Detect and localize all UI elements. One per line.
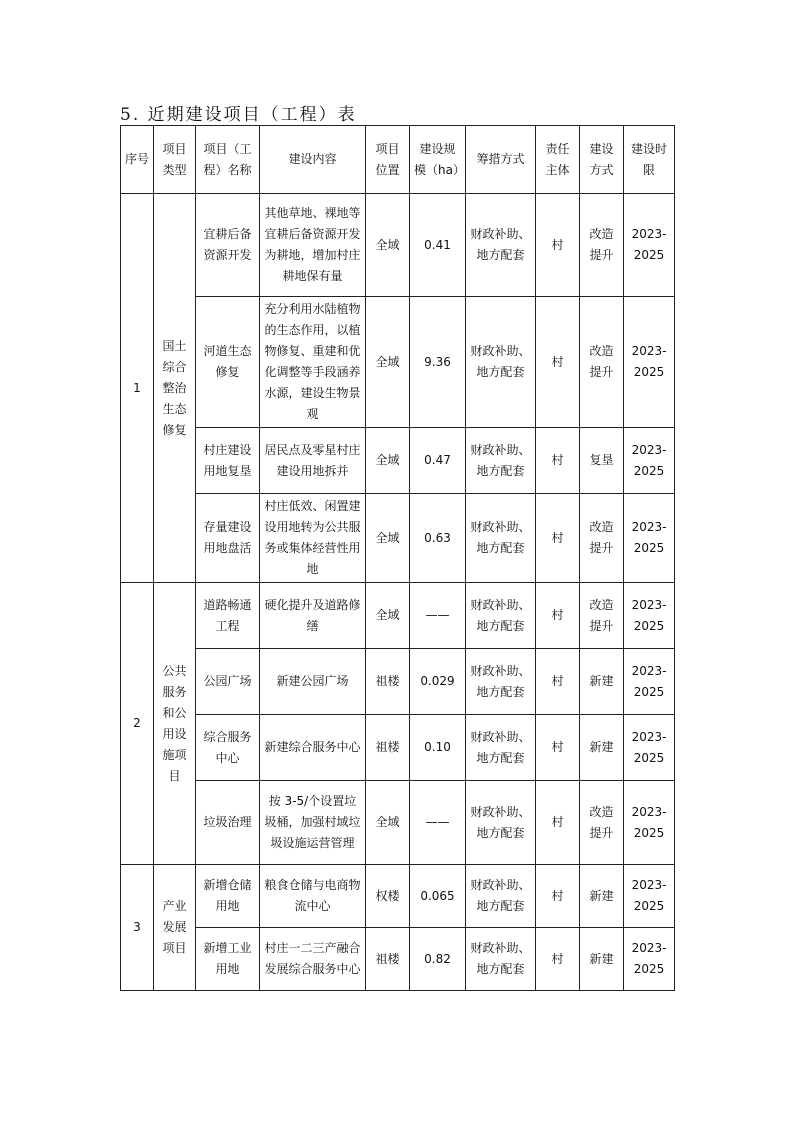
cell-period: 2023-2025 <box>624 865 675 928</box>
table-row <box>121 583 675 649</box>
cell-method: 新建 <box>580 715 624 781</box>
cell-name: 公园广场 <box>196 649 260 715</box>
cell-responsible: 村 <box>536 194 580 297</box>
cell-funding: 财政补助、地方配套 <box>466 928 536 991</box>
cell-location: 全域 <box>366 428 410 494</box>
cell-responsible: 村 <box>536 649 580 715</box>
cell-location: 全域 <box>366 297 410 428</box>
cell-method: 新建 <box>580 649 624 715</box>
cell-responsible: 村 <box>536 715 580 781</box>
cell-scale: 0.065 <box>410 865 466 928</box>
cell-content: 充分利用水陆植物的生态作用，以植物修复、重建和优化调整等手段涵养水源，建设生物景观 <box>260 297 366 428</box>
cell-content: 新建综合服务中心 <box>260 715 366 781</box>
cell-responsible: 村 <box>536 428 580 494</box>
cell-scale: 0.41 <box>410 194 466 297</box>
cell-name: 新增工业用地 <box>196 928 260 991</box>
cell-responsible: 村 <box>536 297 580 428</box>
header-period: 建设时限 <box>624 126 675 194</box>
page-title: 5. 近期建设项目（工程）表 <box>120 105 357 125</box>
cell-location: 全域 <box>366 194 410 297</box>
cell-content: 硬化提升及道路修缮 <box>260 583 366 649</box>
cell-name: 道路畅通工程 <box>196 583 260 649</box>
cell-method: 复垦 <box>580 428 624 494</box>
cell-location: 权楼 <box>366 865 410 928</box>
cell-location: 祖楼 <box>366 649 410 715</box>
cell-responsible: 村 <box>536 583 580 649</box>
table-header-row <box>121 126 675 194</box>
cell-scale: 0.10 <box>410 715 466 781</box>
cell-content: 新建公园广场 <box>260 649 366 715</box>
table-row <box>121 194 675 297</box>
cell-location: 全域 <box>366 494 410 583</box>
cell-content: 粮食仓储与电商物流中心 <box>260 865 366 928</box>
cell-funding: 财政补助、地方配套 <box>466 428 536 494</box>
cell-period: 2023-2025 <box>624 928 675 991</box>
cell-funding: 财政补助、地方配套 <box>466 715 536 781</box>
cell-seq: 1 <box>121 194 154 583</box>
cell-location: 祖楼 <box>366 928 410 991</box>
cell-funding: 财政补助、地方配套 <box>466 194 536 297</box>
cell-name: 垃圾治理 <box>196 781 260 865</box>
cell-method: 新建 <box>580 865 624 928</box>
cell-scale: 0.47 <box>410 428 466 494</box>
header-funding: 筹措方式 <box>466 126 536 194</box>
cell-type: 国土综合整治生态修复 <box>154 194 196 583</box>
table-row <box>121 428 675 494</box>
cell-method: 改造提升 <box>580 494 624 583</box>
cell-content: 按 3-5/个设置垃圾桶，加强村域垃圾设施运营管理 <box>260 781 366 865</box>
cell-responsible: 村 <box>536 865 580 928</box>
cell-funding: 财政补助、地方配套 <box>466 583 536 649</box>
projects-table <box>120 125 675 991</box>
cell-seq: 2 <box>121 583 154 865</box>
cell-name: 河道生态修复 <box>196 297 260 428</box>
cell-scale: 9.36 <box>410 297 466 428</box>
cell-scale: 0.029 <box>410 649 466 715</box>
table-row <box>121 494 675 583</box>
table-row <box>121 781 675 865</box>
cell-content: 其他草地、裸地等宜耕后备资源开发为耕地，增加村庄耕地保有量 <box>260 194 366 297</box>
cell-seq: 3 <box>121 865 154 991</box>
cell-funding: 财政补助、地方配套 <box>466 297 536 428</box>
table-row <box>121 649 675 715</box>
cell-period: 2023-2025 <box>624 781 675 865</box>
cell-name: 存量建设用地盘活 <box>196 494 260 583</box>
cell-funding: 财政补助、地方配套 <box>466 865 536 928</box>
cell-period: 2023-2025 <box>624 583 675 649</box>
cell-name: 村庄建设用地复垦 <box>196 428 260 494</box>
cell-method: 新建 <box>580 928 624 991</box>
header-responsible: 责任主体 <box>536 126 580 194</box>
cell-funding: 财政补助、地方配套 <box>466 649 536 715</box>
cell-method: 改造提升 <box>580 194 624 297</box>
cell-method: 改造提升 <box>580 297 624 428</box>
cell-name: 综合服务中心 <box>196 715 260 781</box>
cell-responsible: 村 <box>536 781 580 865</box>
cell-method: 改造提升 <box>580 781 624 865</box>
header-location: 项目位置 <box>366 126 410 194</box>
cell-type: 公共服务和公用设施项目 <box>154 583 196 865</box>
cell-scale: 0.63 <box>410 494 466 583</box>
cell-content: 村庄低效、闲置建设用地转为公共服务或集体经营性用地 <box>260 494 366 583</box>
cell-period: 2023-2025 <box>624 715 675 781</box>
cell-period: 2023-2025 <box>624 494 675 583</box>
cell-responsible: 村 <box>536 928 580 991</box>
cell-scale: —— <box>410 781 466 865</box>
cell-period: 2023-2025 <box>624 428 675 494</box>
cell-name: 宜耕后备资源开发 <box>196 194 260 297</box>
header-scale: 建设规模（ha） <box>410 126 466 194</box>
cell-method: 改造提升 <box>580 583 624 649</box>
table-row <box>121 715 675 781</box>
cell-scale: —— <box>410 583 466 649</box>
cell-location: 全域 <box>366 781 410 865</box>
table-row <box>121 297 675 428</box>
table-row <box>121 928 675 991</box>
cell-period: 2023-2025 <box>624 649 675 715</box>
cell-responsible: 村 <box>536 494 580 583</box>
header-type: 项目类型 <box>154 126 196 194</box>
cell-period: 2023-2025 <box>624 194 675 297</box>
cell-funding: 财政补助、地方配套 <box>466 494 536 583</box>
cell-content: 村庄一二三产融合发展综合服务中心 <box>260 928 366 991</box>
cell-funding: 财政补助、地方配套 <box>466 781 536 865</box>
header-name: 项目（工程）名称 <box>196 126 260 194</box>
cell-type: 产业发展项目 <box>154 865 196 991</box>
cell-location: 祖楼 <box>366 715 410 781</box>
cell-name: 新增仓储用地 <box>196 865 260 928</box>
table-row <box>121 865 675 928</box>
header-seq: 序号 <box>121 126 154 194</box>
cell-content: 居民点及零星村庄建设用地拆并 <box>260 428 366 494</box>
cell-location: 全域 <box>366 583 410 649</box>
header-content: 建设内容 <box>260 126 366 194</box>
header-method: 建设方式 <box>580 126 624 194</box>
cell-period: 2023-2025 <box>624 297 675 428</box>
cell-scale: 0.82 <box>410 928 466 991</box>
